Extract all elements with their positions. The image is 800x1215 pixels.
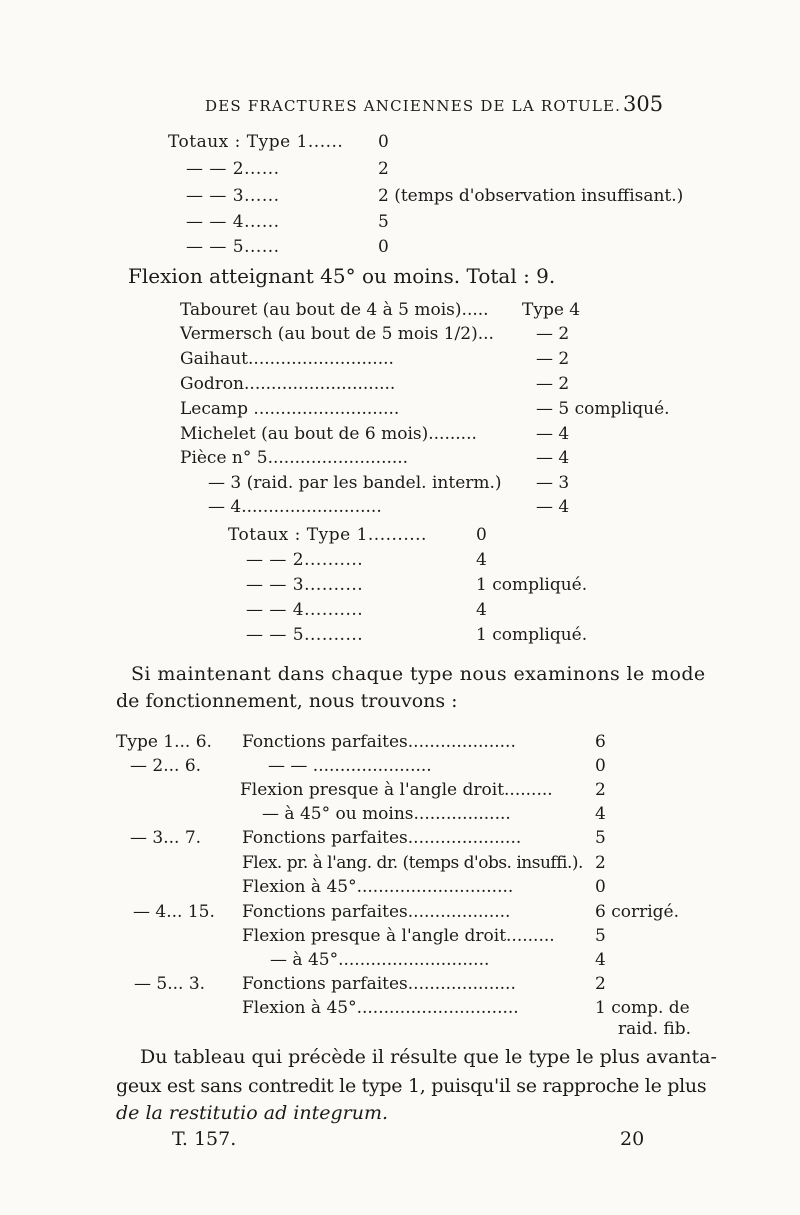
function-value: 2 <box>595 780 606 800</box>
case-name: Tabouret (au bout de 4 à 5 mois)..... <box>180 300 489 320</box>
function-desc: — à 45°............................ <box>270 950 490 970</box>
case-name: Godron............................ <box>180 374 396 394</box>
function-desc: Flexion à 45°.............................. <box>242 998 519 1018</box>
totals-b-lead: — — 4.......... <box>246 600 364 620</box>
case-name: Lecamp ........................... <box>180 399 400 419</box>
case-name: Vermersch (au bout de 5 mois 1/2)... <box>180 324 494 344</box>
conclusion-line: geux est sans contredit le type 1, puisqu'il se rapproche le plus <box>116 1075 707 1097</box>
function-desc: Flex. pr. à l'ang. dr. (temps d'obs. insuffi.). <box>242 853 583 873</box>
running-title: DES FRACTURES ANCIENNES DE LA ROTULE. <box>205 97 622 115</box>
intro-line: de fonctionnement, nous trouvons : <box>116 690 458 712</box>
totals-a-value: 2 <box>378 159 389 179</box>
function-desc: Flexion à 45°............................. <box>242 877 514 897</box>
case-name: Pièce n° 5.......................... <box>180 448 409 468</box>
totals-a-value: 0 <box>378 237 389 257</box>
function-group: — 5... 3. <box>134 974 206 994</box>
totals-a-value: 0 <box>378 132 389 152</box>
function-group: Type 1... 6. <box>116 732 212 752</box>
case-name: — 3 (raid. par les bandel. interm.) <box>208 473 502 493</box>
totals-a-lead: — — 3...... <box>186 186 280 206</box>
totals-b-lead: Totaux : Type 1.......... <box>228 525 427 545</box>
function-value: 5 <box>595 926 606 946</box>
flexion-heading: Flexion atteignant 45° ou moins. Total : 9. <box>128 264 556 288</box>
intro-line: Si maintenant dans chaque type nous examinons le mode <box>131 663 706 685</box>
case-type: — 3 <box>536 473 570 493</box>
sheet-number: 20 <box>620 1128 645 1150</box>
function-desc: Fonctions parfaites................... <box>242 902 511 922</box>
function-note: raid. fib. <box>618 1019 692 1039</box>
function-value: 4 <box>595 950 606 970</box>
totals-a-lead: — — 5...... <box>186 237 280 257</box>
totals-b-value: 1 compliqué. <box>476 575 588 595</box>
function-desc: Flexion presque à l'angle droit......... <box>242 926 555 946</box>
case-type: — 4 <box>536 497 570 517</box>
conclusion-line: de la restitutio ad integrum. <box>116 1102 389 1124</box>
signature-mark: T. 157. <box>172 1128 237 1150</box>
conclusion-line: Du tableau qui précède il résulte que le type le plus avanta- <box>140 1046 717 1068</box>
totals-b-lead: — — 5.......... <box>246 625 364 645</box>
function-group: — 2... 6. <box>130 756 202 776</box>
totals-b-lead: — — 2.......... <box>246 550 364 570</box>
function-desc: Flexion presque à l'angle droit......... <box>240 780 553 800</box>
case-type: — 5 compliqué. <box>536 399 670 419</box>
function-value: 6 <box>595 732 606 752</box>
function-group: — 3... 7. <box>130 828 202 848</box>
totals-b-value: 4 <box>476 600 487 620</box>
function-group: — 4... 15. <box>133 902 215 922</box>
function-value: 1 comp. de <box>595 998 690 1018</box>
totals-a-lead: — — 4...... <box>186 212 280 232</box>
function-value: 2 <box>595 853 606 873</box>
case-type: Type 4 <box>522 300 581 320</box>
totals-b-value: 1 compliqué. <box>476 625 588 645</box>
function-value: 4 <box>595 804 606 824</box>
totals-a-value: 5 <box>378 212 389 232</box>
function-value: 0 <box>595 756 606 776</box>
totals-a-lead: Totaux : Type 1...... <box>168 132 344 152</box>
function-value: 6 corrigé. <box>595 902 680 922</box>
totals-b-value: 0 <box>476 525 487 545</box>
case-name: Gaihaut........................... <box>180 349 394 369</box>
totals-b-value: 4 <box>476 550 487 570</box>
totals-b-lead: — — 3.......... <box>246 575 364 595</box>
function-value: 0 <box>595 877 606 897</box>
function-desc: Fonctions parfaites.................... <box>242 974 516 994</box>
totals-a-lead: — — 2...... <box>186 159 280 179</box>
function-value: 2 <box>595 974 606 994</box>
case-name: Michelet (au bout de 6 mois)......... <box>180 424 477 444</box>
case-type: — 4 <box>536 424 570 444</box>
function-desc: — à 45° ou moins.................. <box>262 804 511 824</box>
function-desc: — — ...................... <box>268 756 432 776</box>
function-desc: Fonctions parfaites..................... <box>242 828 522 848</box>
case-type: — 2 <box>536 324 570 344</box>
page-number: 305 <box>623 92 664 116</box>
case-type: — 2 <box>536 349 570 369</box>
totals-a-value: 2 (temps d'observation insuffisant.) <box>378 186 684 206</box>
case-name: — 4.......................... <box>208 497 382 517</box>
function-value: 5 <box>595 828 606 848</box>
case-type: — 4 <box>536 448 570 468</box>
function-desc: Fonctions parfaites.................... <box>242 732 516 752</box>
case-type: — 2 <box>536 374 570 394</box>
